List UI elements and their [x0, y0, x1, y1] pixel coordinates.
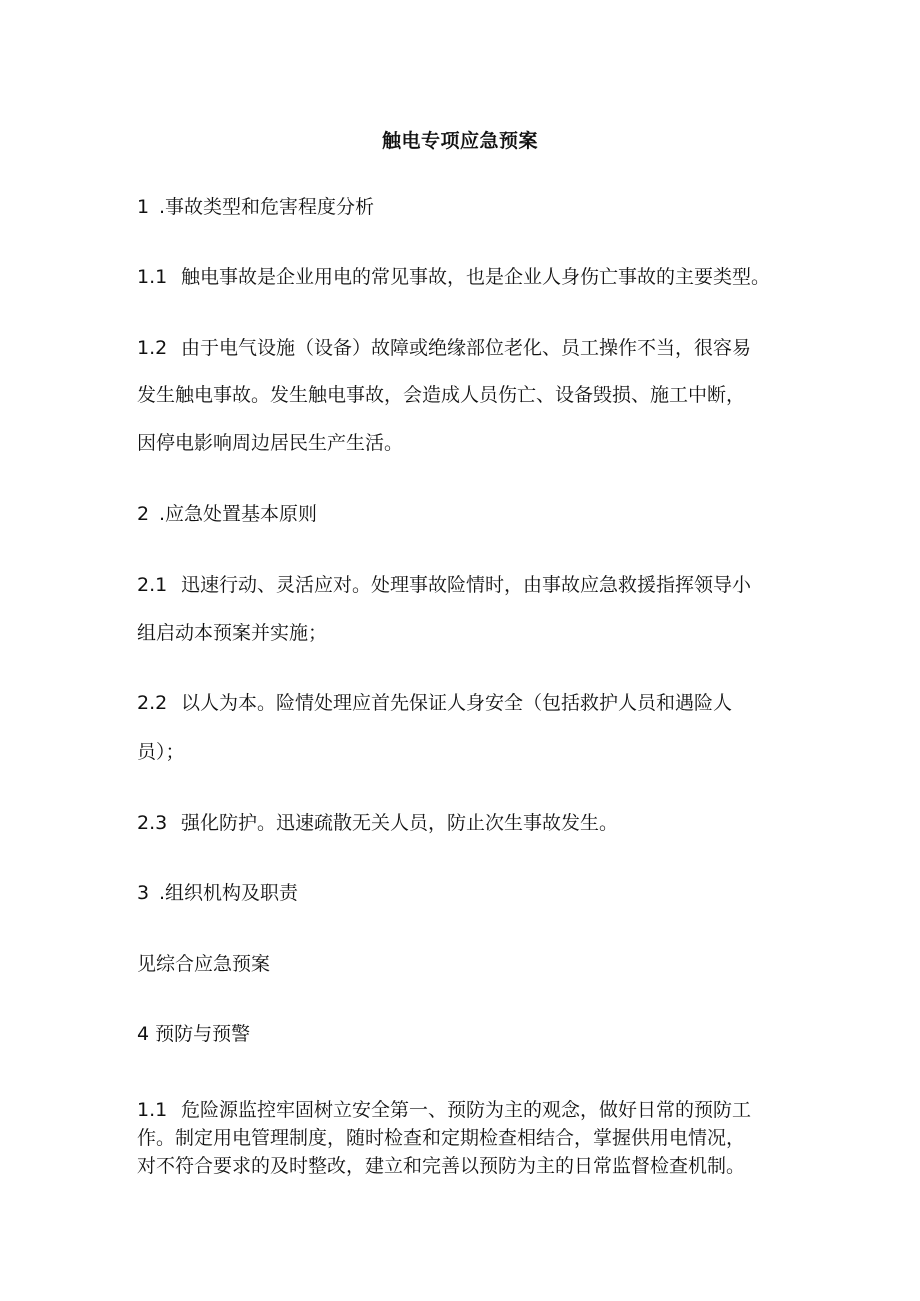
paragraph-2-1-line-1 [137, 576, 751, 595]
paragraph-number: 1.1 [137, 1099, 168, 1121]
section-4-heading: 4 预防与预警 [137, 1023, 251, 1045]
paragraph-2-3 [137, 814, 618, 833]
paragraph-number: 2.3 [137, 812, 168, 834]
section-number: 1 [137, 196, 150, 218]
paragraph-2-2-line-2: 员）； [137, 741, 185, 763]
paragraph-4-1-line-2: 作。制定用电管理制度，随时检查和定期检查相结合，掌握供用电情况， [137, 1127, 746, 1149]
paragraph-1-2-line-2: 发生触电事故。发生触电事故，会造成人员伤亡、设备毁损、施工中断， [137, 384, 746, 406]
section-title: .事故类型和危害程度分析 [159, 196, 375, 218]
paragraph-1-1 [137, 268, 770, 287]
paragraph-text: 由于电气设施（设备）故障或绝缘部位老化、员工操作不当，很容易 [181, 337, 752, 359]
paragraph-2-1-line-2: 组启动本预案并实施； [137, 622, 328, 644]
section-number: 3 [137, 882, 150, 904]
paragraph-2-2-line-1 [137, 694, 732, 713]
paragraph-1-2-line-3: 因停电影响周边居民生产生活。 [137, 432, 404, 454]
paragraph-4-1-line-1 [137, 1101, 751, 1120]
paragraph-text: 迅速行动、灵活应对。处理事故险情时，由事故应急救援指挥领导小 [181, 574, 752, 596]
paragraph-number: 2.1 [137, 574, 168, 596]
section-title: .应急处置基本原则 [159, 503, 318, 525]
section-1-heading [137, 198, 374, 217]
paragraph-4-1-line-3: 对不符合要求的及时整改，建立和完善以预防为主的日常监督检查机制。 [137, 1155, 746, 1177]
paragraph-number: 2.2 [137, 692, 168, 714]
paragraph-text: 强化防护。迅速疏散无关人员，防止次生事故发生。 [181, 812, 619, 834]
paragraph-text: 以人为本。险情处理应首先保证人身安全（包括救护人员和遇险人 [181, 692, 733, 714]
section-number: 2 [137, 503, 150, 525]
section-2-heading [137, 505, 317, 524]
paragraph-3: 见综合应急预案 [137, 953, 271, 975]
section-3-heading [137, 884, 298, 903]
section-title: .组织机构及职责 [159, 882, 299, 904]
paragraph-text: 危险源监控牢固树立安全第一、预防为主的观念，做好日常的预防工 [181, 1099, 752, 1121]
paragraph-text: 触电事故是企业用电的常见事故，也是企业人身伤亡事故的主要类型。 [181, 266, 771, 288]
paragraph-number: 1.1 [137, 266, 168, 288]
page-title: 触电专项应急预案 [381, 130, 538, 152]
paragraph-number: 1.2 [137, 337, 168, 359]
paragraph-1-2-line-1 [137, 339, 751, 358]
